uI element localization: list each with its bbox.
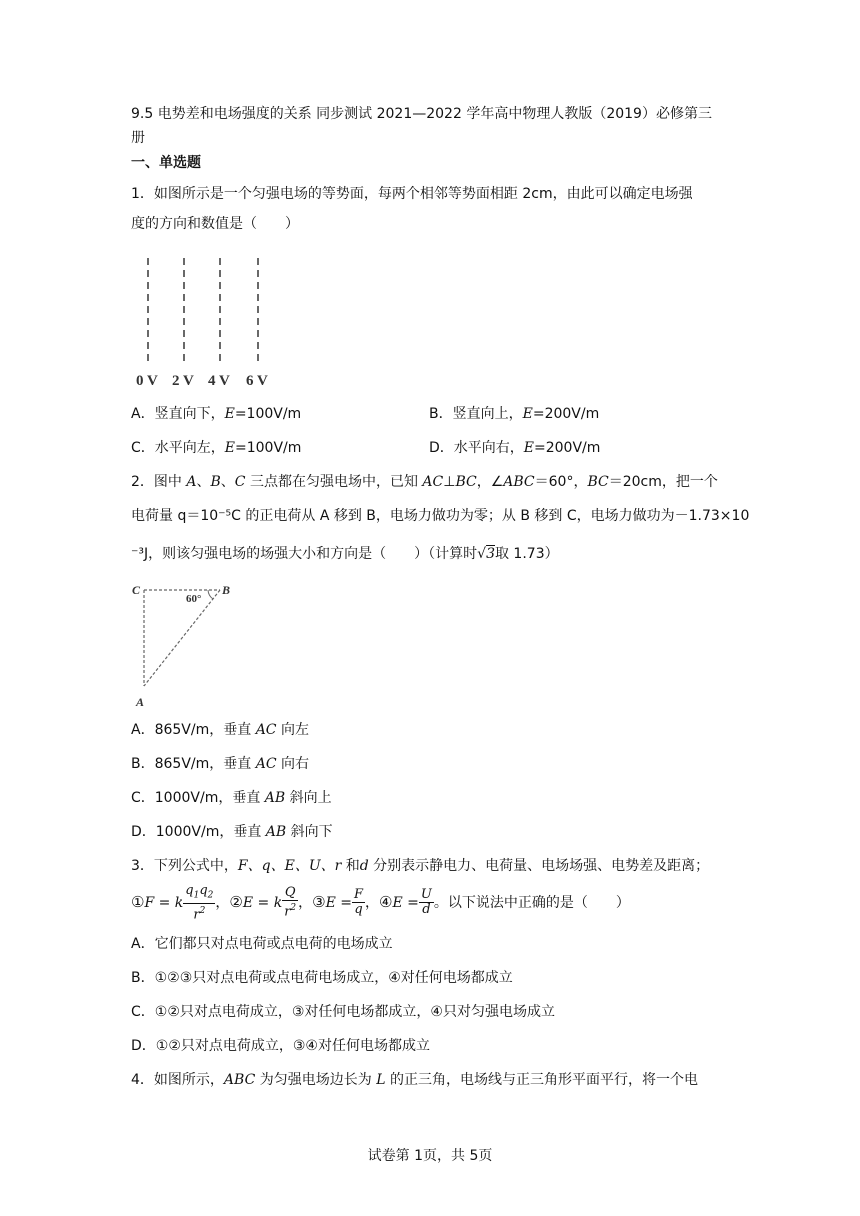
label-4v: 4 V <box>208 373 230 389</box>
q3-option-a[interactable]: A．它们都只对点电荷或点电荷的电场成立 <box>131 936 393 952</box>
q2-triangle-figure <box>132 578 242 710</box>
sqrt-symbol: √3 <box>477 546 495 562</box>
q1-option-b[interactable]: B．竖直向上，E=200V/m <box>429 406 600 422</box>
q1-option-a[interactable]: A．竖直向下，E=100V/m <box>131 406 302 422</box>
document-title-line1: 9.5 电势差和电场强度的关系 同步测试 2021—2022 学年高中物理人教版（2019）必修第三 <box>131 106 712 122</box>
document-title-line2: 册 <box>131 130 145 146</box>
q2-option-b[interactable]: B．865V/m，垂直 AC 向右 <box>131 756 309 772</box>
label-6v: 6 V <box>246 373 268 389</box>
q3-option-d[interactable]: D．①②只对点电荷成立，③④对任何电场都成立 <box>131 1038 430 1054</box>
q1-option-c[interactable]: C．水平向左，E=100V/m <box>131 440 302 456</box>
label-a: A <box>136 695 145 709</box>
q3-option-b[interactable]: B．①②③只对点电荷或点电荷电场成立，④对任何电场都成立 <box>131 970 513 986</box>
q2-stem-line3: ⁻³J，则该匀强电场的场强大小和方向是（ ）（计算时√3取 1.73） <box>131 546 559 562</box>
page-footer: 试卷第 1页，共 5页 <box>367 1148 493 1164</box>
label-2v: 2 V <box>172 373 194 389</box>
q3-stem-line1: 3．下列公式中，F、q、E、U、r 和d 分别表示静电力、电荷量、电场场强、电势差及距离； <box>131 858 710 874</box>
label-angle: 60° <box>186 593 202 605</box>
label-c: C <box>132 583 141 597</box>
q2-stem-line2: 电荷量 q＝10⁻⁵C 的正电荷从 A 移到 B，电场力做功为零；从 B 移到 C，电场力做功为－1.73×10 <box>131 508 750 524</box>
angle-arc <box>208 590 213 599</box>
q2-option-a[interactable]: A．865V/m，垂直 AC 向左 <box>131 722 309 738</box>
q4-stem-line1: 4．如图所示，ABC 为匀强电场边长为 L 的正三角，电场线与正三角形平面平行，将一个电 <box>131 1072 698 1088</box>
label-b: B <box>222 583 231 597</box>
q1-stem-line1: 1．如图所示是一个匀强电场的等势面，每两个相邻等势面相距 2cm，由此可以确定电场强 <box>131 186 693 202</box>
label-0v: 0 V <box>136 373 158 389</box>
q3-formula-line: ①F = k $\frac{q_1q_2}{r^2}$ ，②E = k $\frac{Q}{r^2}$ ，③E = $\frac{F}{q}$ ，④E = $\frac{U}{d}$ 。以下说法中正确的是（ ） <box>131 883 630 922</box>
q2-stem-line1: 2．图中 A、B、C 三点都在匀强电场中，已知 AC⊥BC，∠ABC＝60°，BC＝20cm，把一个 <box>131 474 718 490</box>
q1-stem-line2: 度的方向和数值是（ ） <box>131 216 299 232</box>
q2-option-c[interactable]: C．1000V/m，垂直 AB 斜向上 <box>131 790 332 806</box>
q1-equipotential-figure <box>132 252 272 392</box>
section-title: 一、单选题 <box>131 155 201 171</box>
q3-option-c[interactable]: C．①②只对点电荷成立，③对任何电场都成立，④只对匀强电场成立 <box>131 1004 555 1020</box>
side-ab <box>144 590 220 686</box>
q2-option-d[interactable]: D．1000V/m，垂直 AB 斜向下 <box>131 824 333 840</box>
q1-option-d[interactable]: D．水平向右，E=200V/m <box>429 440 601 456</box>
